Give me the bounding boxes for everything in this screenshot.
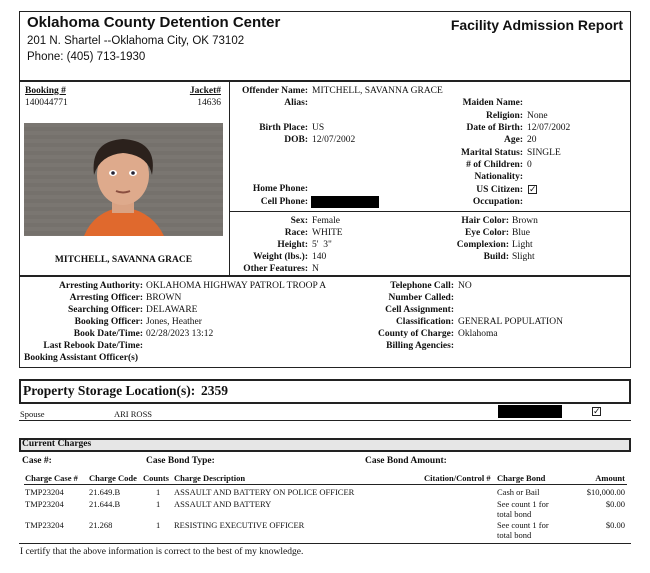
certification-statement: I certify that the above information is correct to the best of my knowledge. bbox=[20, 547, 304, 557]
eye-color-label: Eye Color: bbox=[464, 228, 509, 238]
col-counts: Counts bbox=[143, 473, 169, 483]
billing-agencies-label: Billing Agencies: bbox=[386, 341, 454, 351]
jacket-number: 14636 bbox=[197, 98, 221, 108]
cell-phone-redaction bbox=[311, 196, 379, 208]
height-label: Height: bbox=[277, 240, 308, 250]
charge-counts-row1: 1 bbox=[156, 487, 161, 497]
charge-bond-row3-cont: total bond bbox=[497, 530, 532, 540]
weight-label: Weight (lbs.): bbox=[253, 252, 308, 262]
charge-amount-row2: $0.00 bbox=[605, 499, 625, 509]
county-of-charge: Oklahoma bbox=[458, 329, 498, 339]
marital-status-value: SINGLE bbox=[527, 148, 561, 158]
facility-phone: Phone: (405) 713-1930 bbox=[27, 51, 146, 63]
booking-officer: Jones, Heather bbox=[146, 317, 202, 327]
occupation-label: Occupation: bbox=[472, 197, 523, 207]
facility-address: 201 N. Shartel --Oklahoma City, OK 73102 bbox=[27, 35, 245, 47]
race-value: WHITE bbox=[312, 228, 343, 238]
col-charge-bond: Charge Bond bbox=[497, 473, 546, 483]
height-value: 5' 3" bbox=[312, 240, 332, 250]
charges-header-underline bbox=[24, 484, 627, 485]
arresting-authority: OKLAHOMA HIGHWAY PATROL TROOP A bbox=[146, 281, 327, 291]
charge-code-row1: 21.649.B bbox=[89, 487, 121, 497]
dob-value: 12/07/2002 bbox=[312, 135, 356, 145]
charge-description-row3: RESISTING EXECUTIVE OFFICER bbox=[174, 520, 305, 530]
alias-label: Alias: bbox=[284, 98, 308, 108]
cell-assignment-label: Cell Assignment: bbox=[385, 305, 454, 315]
charges-section-title: Current Charges bbox=[22, 439, 92, 449]
race-label: Race: bbox=[284, 228, 308, 238]
facility-name: Oklahoma County Detention Center bbox=[27, 14, 281, 31]
contact-relation: Spouse bbox=[20, 409, 45, 419]
sex-value: Female bbox=[312, 216, 340, 226]
complexion-value: Light bbox=[512, 240, 533, 250]
charge-description-row1: ASSAULT AND BATTERY ON POLICE OFFICER bbox=[174, 487, 355, 497]
photo-caption-name: MITCHELL, SAVANNA GRACE bbox=[54, 255, 193, 265]
classification: GENERAL POPULATION bbox=[458, 317, 563, 327]
nationality-label: Nationality: bbox=[474, 172, 523, 182]
children-value: 0 bbox=[527, 160, 532, 170]
photo-divider bbox=[229, 81, 230, 276]
contact-checkbox[interactable]: ✓ bbox=[593, 407, 601, 417]
home-phone-label: Home Phone: bbox=[252, 184, 308, 194]
case-bond-amount-label: Case Bond Amount: bbox=[365, 456, 447, 466]
maiden-name-label: Maiden Name: bbox=[462, 98, 523, 108]
charge-amount-row1: $10,000.00 bbox=[586, 487, 625, 497]
charge-case-row2: TMP23204 bbox=[25, 499, 64, 509]
us-citizen-checkbox[interactable]: ✓ bbox=[529, 185, 537, 195]
searching-officer: DELAWARE bbox=[146, 305, 198, 315]
physical-divider bbox=[229, 211, 631, 212]
charge-counts-row2: 1 bbox=[156, 499, 161, 509]
number-called-label: Number Called: bbox=[388, 293, 454, 303]
book-date: 02/28/2023 13:12 bbox=[146, 329, 214, 339]
date-of-birth-label: Date of Birth: bbox=[466, 123, 523, 133]
mugshot-image bbox=[24, 123, 223, 236]
birth-place: US bbox=[312, 123, 325, 133]
case-number-label: Case #: bbox=[22, 456, 52, 466]
arresting-officer-label: Arresting Officer: bbox=[69, 293, 143, 303]
hair-color-value: Brown bbox=[512, 216, 538, 226]
charge-description-row2: ASSAULT AND BATTERY bbox=[174, 499, 272, 509]
sex-label: Sex: bbox=[290, 216, 308, 226]
charge-amount-row3: $0.00 bbox=[605, 520, 625, 530]
booking-number: 140044771 bbox=[25, 98, 68, 108]
us-citizen-label: US Citizen: bbox=[476, 185, 523, 195]
mugshot-photo bbox=[24, 123, 223, 236]
charge-case-row1: TMP23204 bbox=[25, 487, 64, 497]
children-label: # of Children: bbox=[466, 160, 523, 170]
eye-color-value: Blue bbox=[512, 228, 530, 238]
property-storage-label: Property Storage Location(s): bbox=[23, 383, 196, 398]
weight-value: 140 bbox=[312, 252, 327, 262]
telephone-call: NO bbox=[458, 281, 472, 291]
other-features-value: N bbox=[312, 264, 319, 274]
charges-bottom-line bbox=[19, 543, 631, 544]
col-charge-case: Charge Case # bbox=[25, 473, 78, 483]
complexion-label: Complexion: bbox=[456, 240, 509, 250]
charge-bond-row2: See count 1 for bbox=[497, 499, 549, 509]
arresting-officer: BROWN bbox=[146, 293, 182, 303]
report-title: Facility Admission Report bbox=[450, 17, 623, 33]
dob-label: DOB: bbox=[284, 135, 308, 145]
build-label: Build: bbox=[483, 252, 509, 262]
county-of-charge-label: County of Charge: bbox=[378, 329, 454, 339]
other-features-label: Other Features: bbox=[243, 264, 308, 274]
cell-phone-label: Cell Phone: bbox=[260, 197, 308, 207]
contact-name: ARI ROSS bbox=[114, 409, 153, 419]
charge-bond-row1: Cash or Bail bbox=[497, 487, 540, 497]
booking-label: Booking # bbox=[25, 86, 66, 96]
charge-code-row2: 21.644.B bbox=[89, 499, 121, 509]
charges-header-bar bbox=[19, 438, 631, 452]
arresting-authority-label: Arresting Authority: bbox=[59, 281, 143, 291]
religion-value: None bbox=[527, 111, 548, 121]
col-charge-code: Charge Code bbox=[89, 473, 137, 483]
last-rebook-label: Last Rebook Date/Time: bbox=[43, 341, 143, 351]
contact-underline bbox=[19, 420, 631, 421]
charge-bond-row3: See count 1 for bbox=[497, 520, 549, 530]
age-value: 20 bbox=[527, 135, 537, 145]
col-amount: Amount bbox=[595, 473, 625, 483]
religion-label: Religion: bbox=[486, 111, 523, 121]
telephone-call-label: Telephone Call: bbox=[390, 281, 454, 291]
hair-color-label: Hair Color: bbox=[461, 216, 509, 226]
searching-officer-label: Searching Officer: bbox=[67, 305, 143, 315]
jacket-label: Jacket# bbox=[189, 86, 221, 96]
offender-name-label: Offender Name: bbox=[241, 86, 308, 96]
date-of-birth-value: 12/07/2002 bbox=[527, 123, 571, 133]
book-date-label: Book Date/Time: bbox=[73, 329, 143, 339]
classification-label: Classification: bbox=[395, 317, 454, 327]
case-bond-type-label: Case Bond Type: bbox=[146, 456, 215, 466]
marital-status-label: Marital Status: bbox=[460, 148, 523, 158]
offender-name: MITCHELL, SAVANNA GRACE bbox=[312, 86, 443, 96]
charge-case-row3: TMP23204 bbox=[25, 520, 64, 530]
booking-officer-label: Booking Officer: bbox=[74, 317, 143, 327]
col-description: Charge Description bbox=[174, 473, 246, 483]
charge-bond-row2-cont: total bond bbox=[497, 509, 532, 519]
birth-place-label: Birth Place: bbox=[259, 123, 308, 133]
charge-counts-row3: 1 bbox=[156, 520, 161, 530]
contact-redaction bbox=[498, 405, 562, 418]
charge-code-row3: 21.268 bbox=[89, 520, 113, 530]
col-citation: Citation/Control # bbox=[424, 473, 491, 483]
age-label: Age: bbox=[504, 135, 523, 145]
property-storage-value: 2359 bbox=[201, 383, 228, 398]
booking-assistant-label: Booking Assistant Officer(s) bbox=[24, 353, 138, 363]
build-value: Slight bbox=[512, 252, 535, 262]
